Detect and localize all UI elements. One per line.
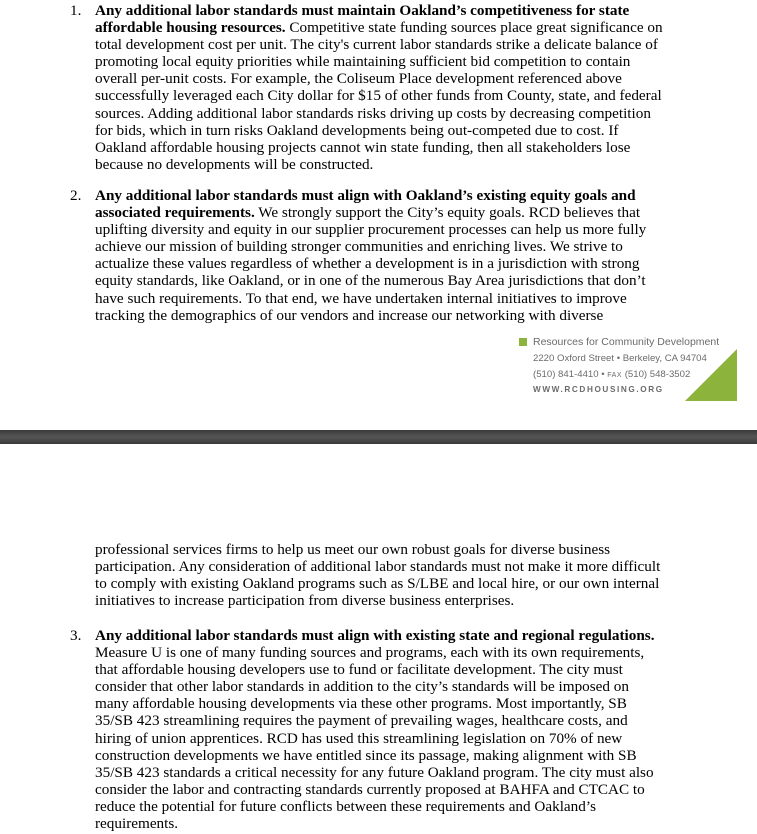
document-page-2 [0, 444, 757, 834]
body-text: participation. Any consideration of additional labor standards must not make it more difficult [95, 558, 661, 576]
paragraph-item-2 [95, 187, 695, 324]
paragraph-item-3 [95, 627, 695, 832]
body-text: professional services firms to help us meet our own robust goals for diverse business [95, 541, 611, 558]
body-text: Oakland affordable housing projects cannot win state funding, then all stakeholders lose [95, 138, 631, 156]
org-address: 2220 Oxford Street • Berkeley, CA 94704 [533, 353, 707, 364]
text-line [95, 592, 695, 609]
paragraph-continuation [95, 541, 695, 609]
text-line [95, 290, 695, 307]
list-number-2: 2. [70, 187, 82, 204]
text-line [95, 558, 695, 575]
text-line [95, 644, 695, 661]
text-line [95, 575, 695, 592]
body-text: construction developments we have entitled since its passage, making alignment with SB [95, 746, 637, 764]
body-text: We strongly support the City’s equity goals. RCD believes that [254, 204, 641, 222]
body-text: tracking the demographics of our vendors and increase our networking with diverse [95, 306, 604, 324]
body-text: have such requirements. To that end, we have undertaken internal initiatives to improve [95, 289, 627, 307]
text-line [95, 105, 695, 122]
bold-heading: Any additional labor standards must align with existing state and regional regulations. [95, 627, 655, 644]
text-line [95, 238, 695, 255]
body-text: consider that other labor standards in addition to the city’s standards will be imposed on [95, 678, 629, 696]
body-text: because no developments will be constructed. [95, 155, 374, 173]
body-text: total development cost per unit. The city's current labor standards strike a delicate balance of [95, 36, 658, 54]
bold-heading: Any additional labor standards must maintain Oakland’s competitiveness for state [95, 2, 630, 19]
body-text: equity standards, like Oakland, or in one of the numerous Bay Area jurisdictions that don’t [95, 272, 646, 290]
fax-label: FAX [607, 372, 623, 379]
org-name: Resources for Community Development [533, 336, 720, 348]
text-line [95, 678, 695, 695]
text-line [95, 2, 695, 19]
text-line [95, 221, 695, 238]
text-line [95, 815, 695, 832]
text-line [95, 730, 695, 747]
body-text: many affordable housing developments via these other programs. Most importantly, SB [95, 695, 627, 713]
text-line [95, 627, 695, 644]
bold-heading: affordable housing resources. [95, 19, 286, 37]
body-text: Competitive state funding sources place great significance on [285, 19, 663, 37]
body-text: requirements. [95, 815, 179, 833]
text-line [95, 139, 695, 156]
text-line [95, 661, 695, 678]
body-text: actualize these values regardless of whether a development is in a jurisdiction with strong [95, 255, 640, 273]
bold-heading: associated requirements. [95, 204, 255, 222]
text-line [95, 204, 695, 221]
body-text: reduce the potential for future conflicts between these requirements and Oakland’s [95, 797, 596, 815]
text-line [95, 307, 695, 324]
text-line [95, 541, 695, 558]
text-line [95, 19, 695, 36]
list-number-1: 1. [70, 2, 82, 19]
text-line [95, 255, 695, 272]
text-line [95, 747, 695, 764]
text-line [95, 53, 695, 70]
logo-square-icon [519, 338, 527, 346]
text-line [95, 781, 695, 798]
body-text: promoting local equity priorities while maintaining sufficient bid competition to contain [95, 53, 631, 71]
body-text: initiatives to increase participation from diverse business enterprises. [95, 592, 515, 610]
text-line [95, 36, 695, 53]
org-fax: (510) 548-3502 [622, 369, 691, 380]
org-phone: (510) 841-4410 • [533, 369, 608, 380]
text-line [95, 187, 695, 204]
text-line [95, 156, 695, 173]
org-website: WWW.RCDHOUSING.ORG [533, 385, 664, 394]
text-line [95, 122, 695, 139]
text-line [95, 712, 695, 729]
text-line [95, 87, 695, 104]
paragraph-item-1 [95, 2, 695, 173]
body-text: hiring of union apprentices. RCD has used this streamlining legislation on 70% of new [95, 729, 623, 747]
bold-heading: Any additional labor standards must align with Oakland’s existing equity goals and [95, 187, 636, 204]
page-separator [0, 430, 757, 444]
body-text: successfully leveraged each City dollar for $15 of other funds from County, state, and federal [95, 87, 662, 105]
text-line [95, 272, 695, 289]
body-text: 35/SB 423 streamlining requires the payment of prevailing wages, healthcare costs, and [95, 712, 628, 730]
body-text: overall per-unit costs. For example, the Coliseum Place development referenced above [95, 70, 622, 88]
text-line [95, 70, 695, 87]
body-text: consider the labor and contracting standards currently proposed at BAHFA and CTCAC to [95, 780, 645, 798]
body-text: for bids, which in turn risks Oakland developments being out-competed due to cost. If [95, 121, 619, 139]
body-text: that affordable housing developers use to fund or facilitate development. The city must [95, 661, 623, 679]
body-text: to comply with existing Oakland programs such as S/LBE and local hire, or our own internal [95, 575, 660, 593]
body-text: Measure U is one of many funding sources and programs, each with its own requirements, [95, 644, 645, 662]
text-line [95, 764, 695, 781]
body-text: achieve our mission of building stronger communities and enriching lives. We strive to [95, 238, 623, 256]
text-line [95, 695, 695, 712]
text-line [95, 798, 695, 815]
logo-triangle-icon [685, 349, 737, 401]
list-number-3: 3. [70, 627, 82, 644]
body-text: 35/SB 423 standards a critical necessity for any future Oakland program. The city must also [95, 763, 654, 781]
body-text: uplifting diversity and equity in our supplier procurement processes can help us more fully [95, 221, 647, 239]
body-text: sources. Adding additional labor standards risks driving up costs by decreasing competition [95, 104, 651, 122]
